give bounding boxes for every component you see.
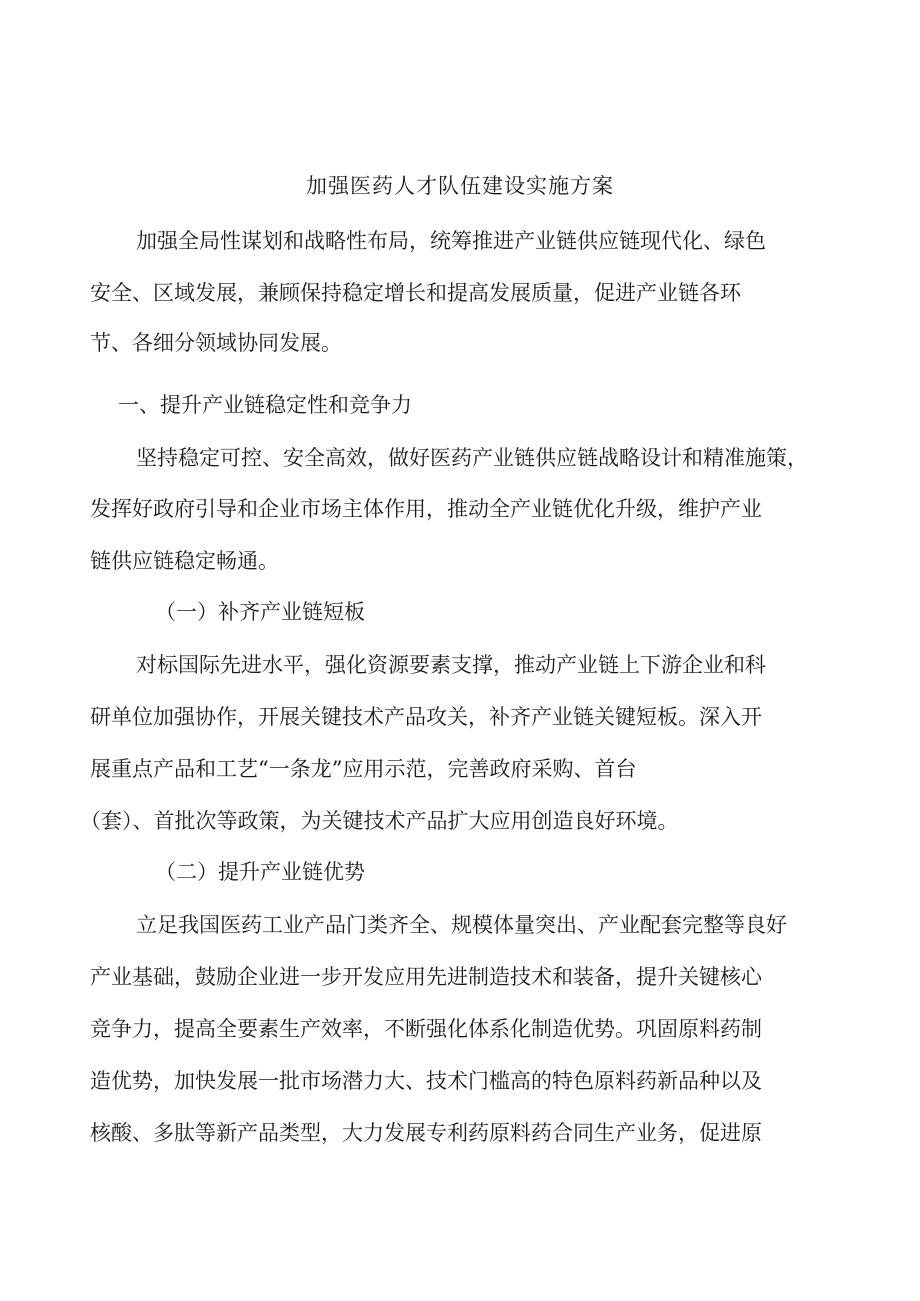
section1-line-2: 发挥好政府引导和企业市场主体作用，推动全产业链优化升级，维护产业 [90,497,762,521]
sub2-heading: （二）提升产业链优势 [155,860,365,884]
sub2-line-1: 立足我国医药工业产品门类齐全、规模体量突出、产业配套完整等良好 [136,913,787,937]
intro-line-1: 加强全局性谋划和战略性布局，统筹推进产业链供应链现代化、绿色 [136,229,766,253]
sub1-heading: （一）补齐产业链短板 [155,600,365,624]
sub1-line-4: （套）、首批次等政策，为关键技术产品扩大应用创造良好环境。 [80,809,679,833]
sub1-line-2: 研单位加强协作，开展关键技术产品攻关，补齐产业链关键短板。深入开 [90,705,762,729]
sub1-line-3: 展重点产品和工艺“一条龙”应用示范，完善政府采购、首台 [90,757,637,781]
sub2-line-5: 核酸、多肽等新产品类型，大力发展专利药原料药合同生产业务，促进原 [90,1121,762,1145]
intro-line-2: 安全、区域发展，兼顾保持稳定增长和提高发展质量，促进产业链各环 [90,281,741,305]
document-title: 加强医药人才队伍建设实施方案 [306,174,614,198]
intro-line-3: 节、各细分领域协同发展。 [90,331,342,355]
sub1-line-1: 对标国际先进水平，强化资源要素支撑，推动产业链上下游企业和科 [136,653,766,677]
section1-line-1: 坚持稳定可控、安全高效，做好医药产业链供应链战略设计和精准施策， [136,446,808,470]
section1-heading: 一、提升产业链稳定性和竞争力 [118,393,412,417]
section1-line-3: 链供应链稳定畅通。 [90,549,279,573]
sub2-line-2: 产业基础，鼓励企业进一步开发应用先进制造技术和装备，提升关键核心 [90,965,762,989]
sub2-line-4: 造优势，加快发展一批市场潜力大、技术门槛高的特色原料药新品种以及 [90,1069,762,1093]
sub2-line-3: 竞争力，提高全要素生产效率，不断强化体系化制造优势。巩固原料药制 [90,1017,762,1041]
